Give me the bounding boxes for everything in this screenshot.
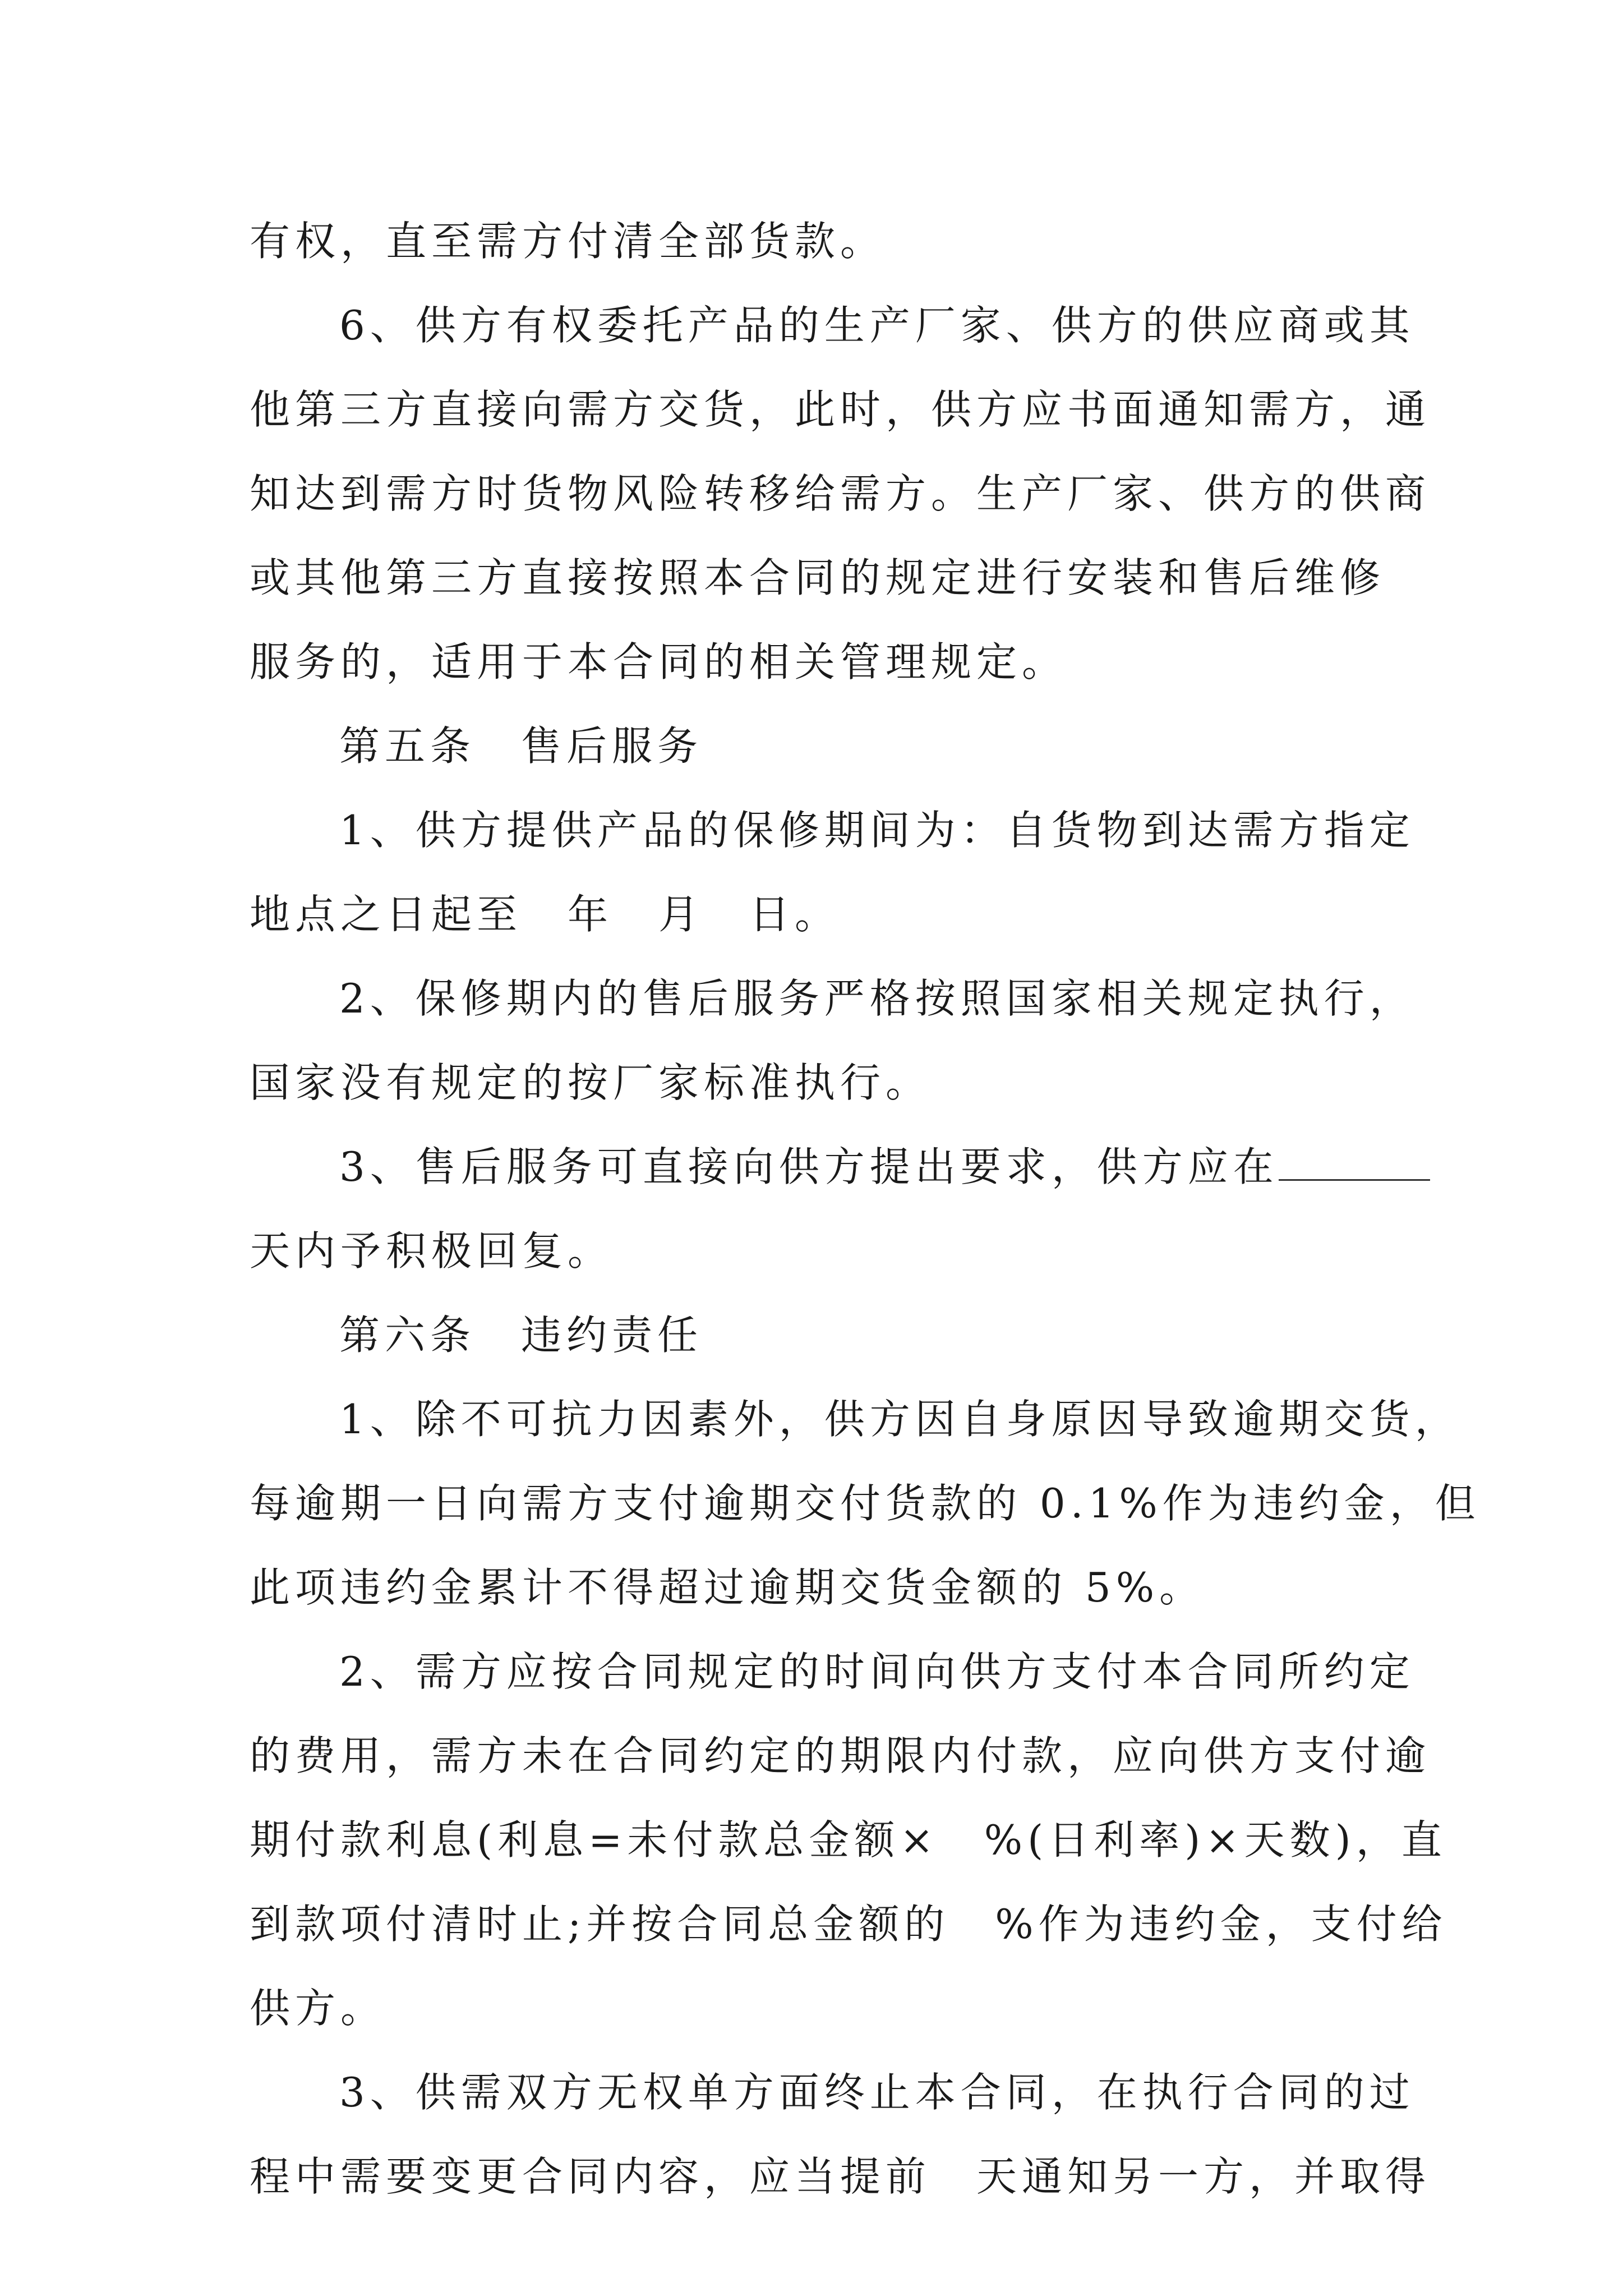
text-line: 或其他第三方直接按照本合同的规定进行安装和售后维修 (250, 554, 1386, 601)
text-line: 他第三方直接向需方交货，此时，供方应书面通知需方，通 (250, 386, 1431, 433)
text-line: 此项违约金累计不得超过逾期交货金额的 5%。 (250, 1564, 1205, 1611)
text-line: 服务的，适用于本合同的相关管理规定。 (250, 638, 1068, 685)
text-line-with-blank (250, 1125, 1377, 1209)
text-line: 程中需要变更合同内容，应当提前 天通知另一方，并取得 (250, 2153, 1431, 2200)
text-line: 天内予积极回复。 (250, 1227, 614, 1274)
text-line: 2、需方应按合同规定的时间向供方支付本合同所约定 (339, 1648, 1415, 1695)
text-line: 1、除不可抗力因素外，供方因自身原因导致逾期交货， (339, 1396, 1460, 1443)
text-line: 地点之日起至 年 月 日。 (250, 891, 841, 938)
text-line: 1、供方提供产品的保修期间为：自货物到达需方指定 (339, 807, 1415, 854)
text-line: 供方。 (250, 1985, 386, 2032)
text-segment: 3、售后服务可直接向供方提出要求，供方应在 (339, 1143, 1279, 1190)
text-line: 2、保修期内的售后服务严格按照国家相关规定执行， (339, 975, 1415, 1022)
text-line: 有权，直至需方付清全部货款。 (250, 218, 886, 265)
text-line: 知达到需方时货物风险转移给需方。生产厂家、供方的供商 (250, 470, 1431, 517)
text-line: 期付款利息(利息=未付款总金额× %(日利率)×天数)，直 (250, 1816, 1447, 1864)
fill-in-blank (1279, 1145, 1430, 1181)
text-line: 的费用，需方未在合同约定的期限内付款，应向供方支付逾 (250, 1732, 1431, 1779)
text-line: 国家没有规定的按厂家标准执行。 (250, 1059, 932, 1106)
text-line: 3、供需双方无权单方面终止本合同，在执行合同的过 (339, 2069, 1415, 2116)
section-heading: 第五条 售后服务 (339, 723, 703, 770)
text-line: 6、供方有权委托产品的生产厂家、供方的供应商或其 (339, 302, 1415, 349)
text-line: 到款项付清时止;并按合同总金额的 %作为违约金，支付给 (250, 1901, 1447, 1948)
section-heading: 第六条 违约责任 (339, 1312, 703, 1359)
text-line: 每逾期一日向需方支付逾期交付货款的 0.1%作为违约金，但 (250, 1480, 1481, 1527)
document-body (250, 199, 1481, 2219)
